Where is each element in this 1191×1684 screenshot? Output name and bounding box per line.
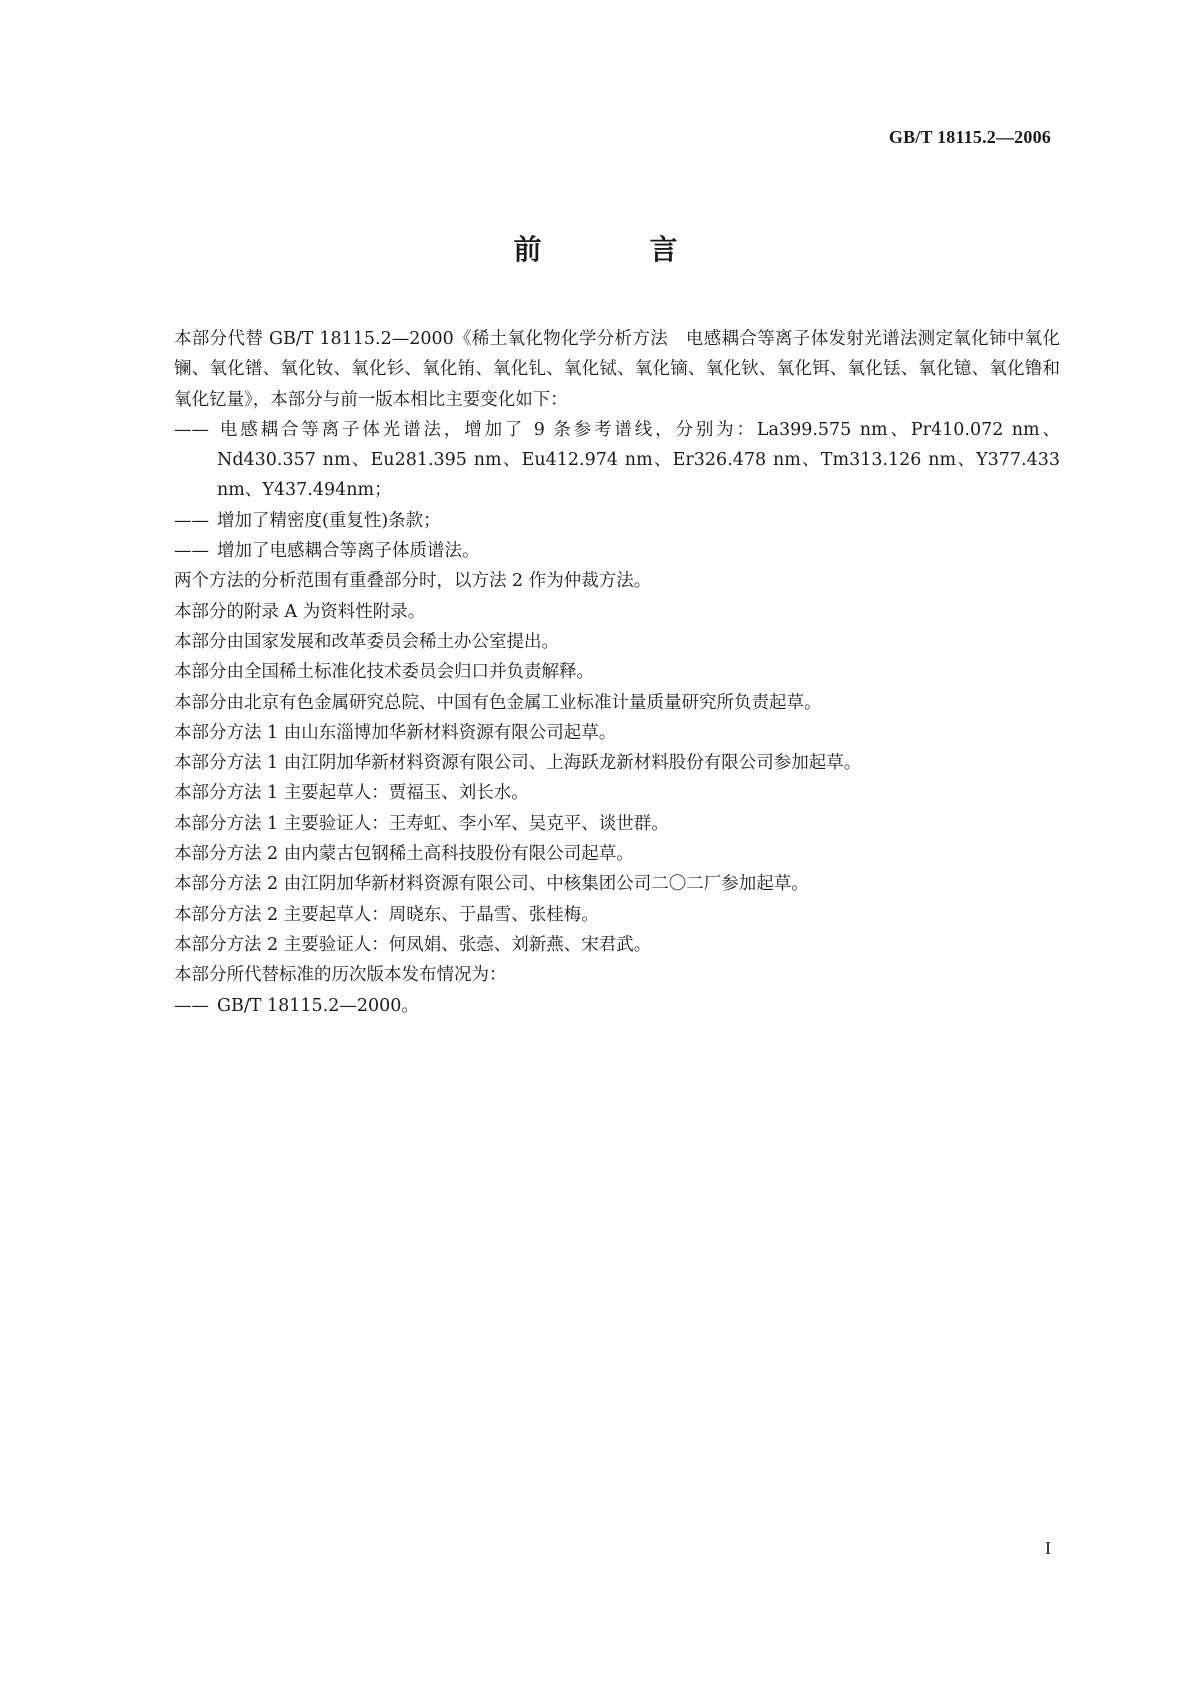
method1-drafter-paragraph: 本部分方法 1 由山东淄博加华新材料资源有限公司起草。 — [174, 722, 617, 743]
history-intro-paragraph: 本部分所代替标准的历次版本发布情况为： — [174, 965, 507, 986]
dash-mark: —— — [174, 541, 209, 562]
appendix-paragraph: 本部分的附录 A 为资料性附录。 — [174, 601, 426, 622]
foreword-body — [174, 324, 1060, 1021]
dash-mark: —— — [174, 995, 209, 1016]
change-item-text: 电感耦合等离子体光谱法，增加了 9 条参考谱线，分别为：La399.575 nm、Pr410.072 nm、Nd430.357 nm、Eu281.395 nm、Eu412.974 nm、Er326.478 nm、Tm313.126 nm、Y377.433 nm、Y437.494nm； — [217, 419, 1060, 501]
dash-mark: —— — [174, 419, 209, 440]
arbitration-paragraph: 两个方法的分析范围有重叠部分时，以方法 2 作为仲裁方法。 — [174, 571, 652, 592]
method2-drafter-paragraph: 本部分方法 2 由内蒙古包钢稀土高科技股份有限公司起草。 — [174, 844, 634, 865]
proposer-paragraph: 本部分由国家发展和改革委员会稀土办公室提出。 — [174, 631, 559, 652]
method1-verifiers-paragraph: 本部分方法 1 主要验证人：王寿虹、李小军、吴克平、谈世群。 — [174, 813, 669, 834]
drafting-org-paragraph: 本部分由北京有色金属研究总院、中国有色金属工业标准计量质量研究所负责起草。 — [174, 692, 822, 713]
history-item — [174, 991, 1060, 1021]
method1-participants-paragraph: 本部分方法 1 由江阴加华新材料资源有限公司、上海跃龙新材料股份有限公司参加起草。 — [174, 753, 862, 774]
intro-paragraph: 本部分代替 GB/T 18115.2—2000《稀土氧化物化学分析方法 电感耦合等离子体发射光谱法测定氧化铈中氧化镧、氧化镨、氧化钕、氧化钐、氧化铕、氧化钆、氧化铽、氧化镝、氧化钬、氧化铒、氧化铥、氧化镱、氧化镥和氧化钇量》，本部分与前一版本相比主要变化如下： — [174, 329, 1060, 410]
page-number: I — [1045, 1538, 1051, 1558]
change-item — [174, 536, 1060, 566]
page-title: 前 言 — [513, 233, 718, 266]
method2-verifiers-paragraph: 本部分方法 2 主要验证人：何凤娟、张悫、刘新燕、宋君武。 — [174, 934, 652, 955]
change-item — [174, 415, 1060, 506]
method2-participants-paragraph: 本部分方法 2 由江阴加华新材料资源有限公司、中核集团公司二〇二厂参加起草。 — [174, 874, 809, 895]
standard-code: GB/T 18115.2—2006 — [888, 127, 1051, 147]
method2-main-drafters-paragraph: 本部分方法 2 主要起草人：周晓东、于晶雪、张桂梅。 — [174, 904, 599, 925]
method1-main-drafters-paragraph: 本部分方法 1 主要起草人：贾福玉、刘长水。 — [174, 783, 529, 804]
change-item — [174, 506, 1060, 536]
change-item-text: 增加了电感耦合等离子体质谱法。 — [217, 541, 480, 562]
responsible-paragraph: 本部分由全国稀土标准化技术委员会归口并负责解释。 — [174, 662, 594, 683]
change-item-text: 增加了精密度(重复性)条款； — [217, 510, 441, 531]
history-item-text: GB/T 18115.2—2000。 — [217, 995, 419, 1016]
dash-mark: —— — [174, 510, 209, 531]
